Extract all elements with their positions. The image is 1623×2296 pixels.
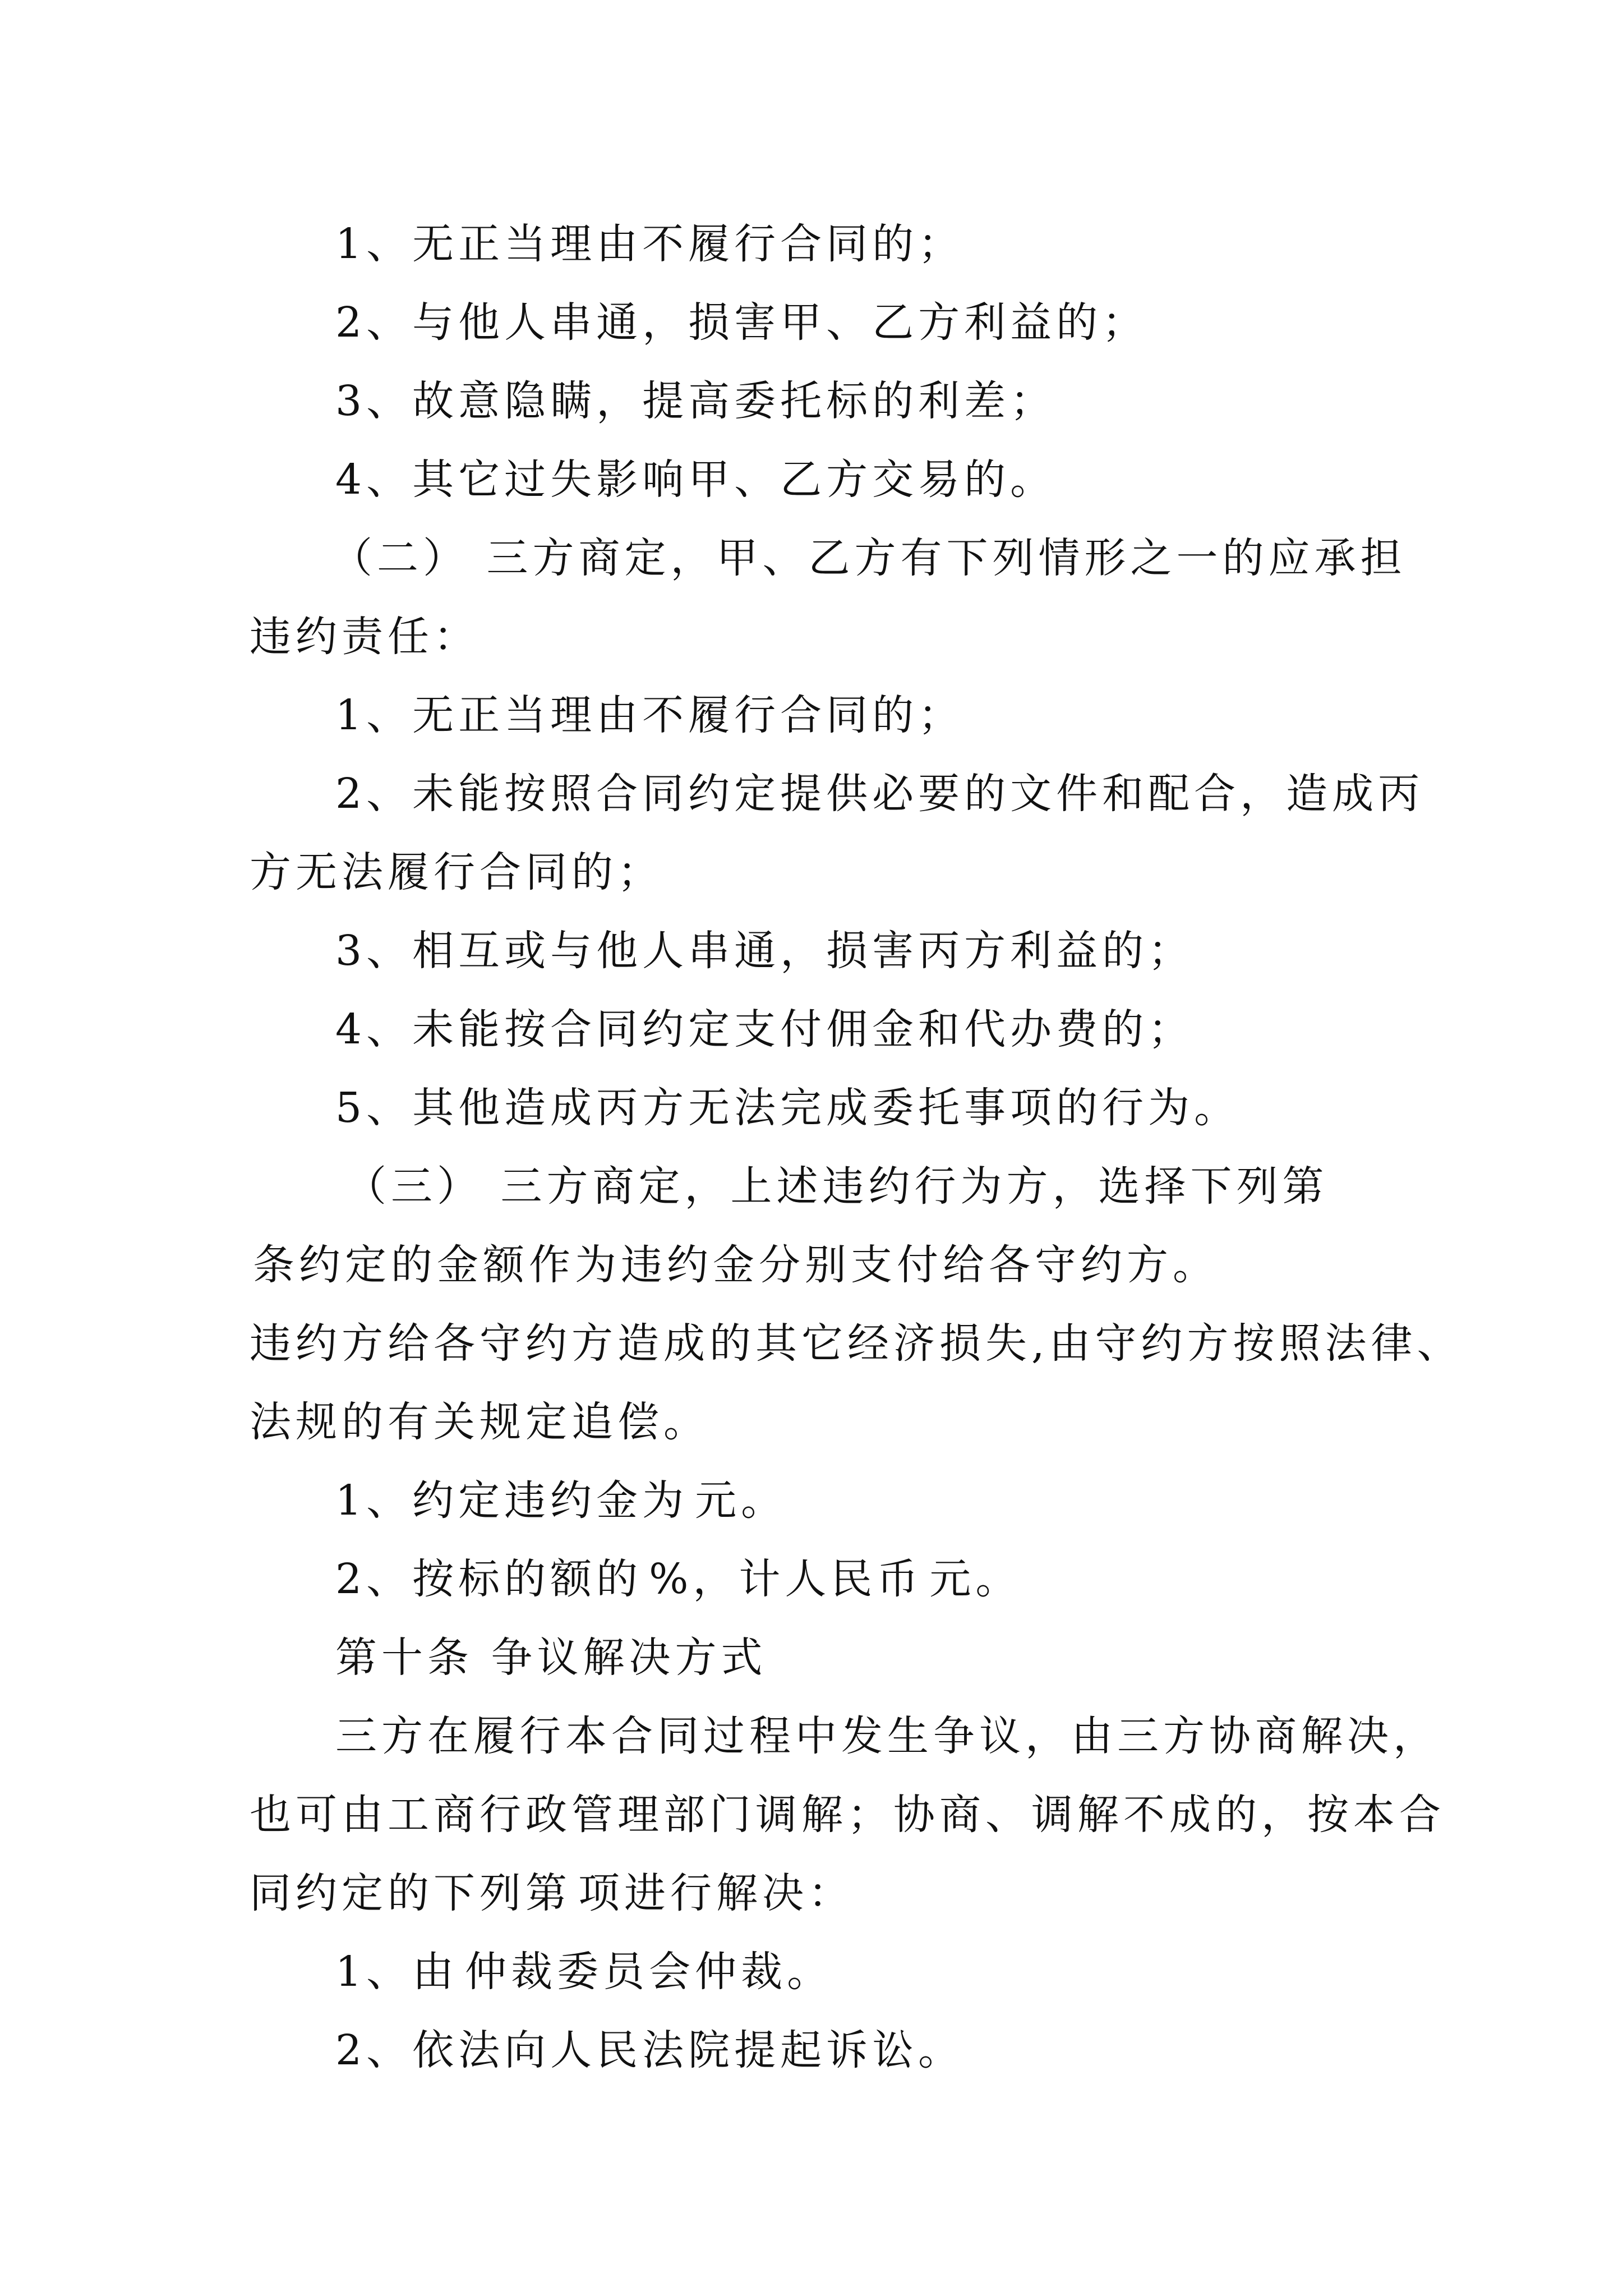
section-two-heading-cont: 违约责任： bbox=[250, 613, 479, 661]
clause-line-7: 3、相互或与他人串通，损害丙方利益的； bbox=[335, 927, 1195, 975]
clause-line-5: 1、无正当理由不履行合同的； bbox=[335, 691, 965, 739]
section-three-line-2: 条约定的金额作为违约金分别支付给各守约方。 bbox=[253, 1241, 1219, 1289]
section-three-line-4: 法规的有关规定追偿。 bbox=[250, 1398, 709, 1446]
section-three-heading: （三） 三方商定，上述违约行为方，选择下列第 bbox=[345, 1162, 1329, 1211]
clause-line-9: 5、其他造成丙方无法完成委托事项的行为。 bbox=[335, 1084, 1241, 1132]
litigation-option: 2、依法向人民法院提起诉讼。 bbox=[335, 2026, 965, 2074]
clause-line-2: 2、与他人串通，损害甲、乙方利益的； bbox=[335, 298, 1149, 347]
penalty-amount-line: 1、约定违约金为 元。 bbox=[335, 1476, 787, 1525]
penalty-percent-line: 2、按标的额的 %，计人民币 元。 bbox=[335, 1555, 1022, 1603]
section-two-heading: （二） 三方商定，甲、乙方有下列情形之一的应承担 bbox=[331, 534, 1407, 582]
clause-line-8: 4、未能按合同约定支付佣金和代办费的； bbox=[335, 1005, 1195, 1053]
article-ten-para-2: 也可由工商行政管理部门调解；协商、调解不成的，按本合 bbox=[250, 1791, 1445, 1839]
clause-line-1: 1、无正当理由不履行合同的； bbox=[335, 220, 965, 268]
clause-line-4: 4、其它过失影响甲、乙方交易的。 bbox=[335, 455, 1057, 504]
section-three-line-3: 违约方给各守约方造成的其它经济损失,由守约方按照法律、 bbox=[250, 1319, 1463, 1368]
article-ten-para-3: 同约定的下列第 项进行解决： bbox=[250, 1869, 854, 1917]
arbitration-option: 1、由 仲裁委员会仲裁。 bbox=[335, 1948, 833, 1996]
clause-line-6-cont: 方无法履行合同的； bbox=[250, 848, 663, 896]
clause-line-3: 3、故意隐瞒，提高委托标的利差； bbox=[335, 377, 1057, 425]
clause-line-6: 2、未能按照合同约定提供必要的文件和配合，造成丙 bbox=[335, 770, 1424, 818]
article-ten-para-1: 三方在履行本合同过程中发生争议，由三方协商解决， bbox=[335, 1712, 1439, 1760]
article-ten-heading: 第十条 争议解决方式 bbox=[335, 1634, 767, 1682]
